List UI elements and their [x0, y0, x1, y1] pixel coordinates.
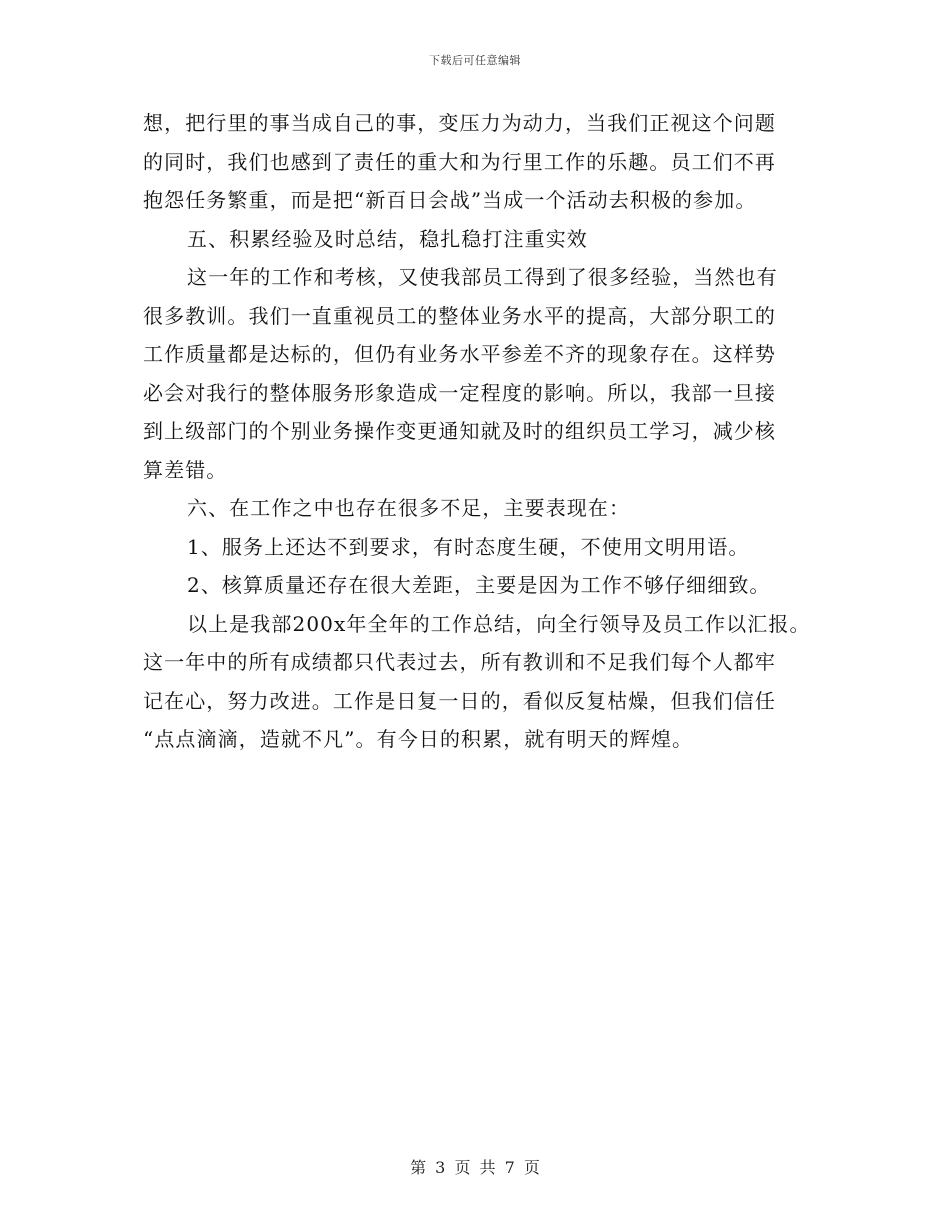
- text-line: 必会对我行的整体服务形象造成一定程度的影响。所以，我部一旦接: [143, 380, 776, 405]
- text-line: 到上级部门的个别业务操作变更通知就及时的组织员工学习，减少核: [143, 419, 776, 443]
- text-line: 算差错。: [143, 457, 228, 482]
- text-line: 抱怨任务繁重，而是把“新百日会战”当成一个活动去积极的参加。: [143, 188, 757, 212]
- list-item: 1、服务上还达不到要求，有时态度生硬，不使用文明用语。: [187, 534, 750, 559]
- section-heading-6: 六、在工作之中也存在很多不足，主要表现在：: [187, 496, 631, 520]
- list-item: 2、核算质量还存在很大差距，主要是因为工作不够仔细细致。: [187, 573, 771, 597]
- section-heading-5: 五、积累经验及时总结，稳扎稳打注重实效: [187, 226, 588, 251]
- text-line: 很多教训。我们一直重视员工的整体业务水平的提高，大部分职工的: [143, 303, 776, 328]
- document-body: [143, 104, 811, 759]
- text-line: 记在心，努力改进。工作是日复一日的，看似反复枯燥，但我们信任: [143, 688, 776, 713]
- text-line: 这一年的工作和考核，又使我部员工得到了很多经验，当然也有: [187, 265, 778, 289]
- text-line: “点点滴滴，造就不凡”。有今日的积累，就有明天的辉煌。: [143, 727, 694, 751]
- page-header: 下载后可任意编辑: [429, 54, 521, 67]
- page-number: 第 3 页 共 7 页: [410, 1158, 540, 1177]
- text-line: 这一年中的所有成绩都只代表过去，所有教训和不足我们每个人都牢: [143, 650, 776, 674]
- text-line: 工作质量都是达标的，但仍有业务水平参差不齐的现象存在。这样势: [143, 342, 776, 366]
- text-line: 以上是我部200x年全年的工作总结，向全行领导及员工作以汇报。: [187, 611, 811, 636]
- text-line: 想，把行里的事当成自己的事，变压力为动力，当我们正视这个问题: [143, 111, 776, 135]
- text-line: 的同时，我们也感到了责任的重大和为行里工作的乐趣。员工们不再: [143, 149, 776, 174]
